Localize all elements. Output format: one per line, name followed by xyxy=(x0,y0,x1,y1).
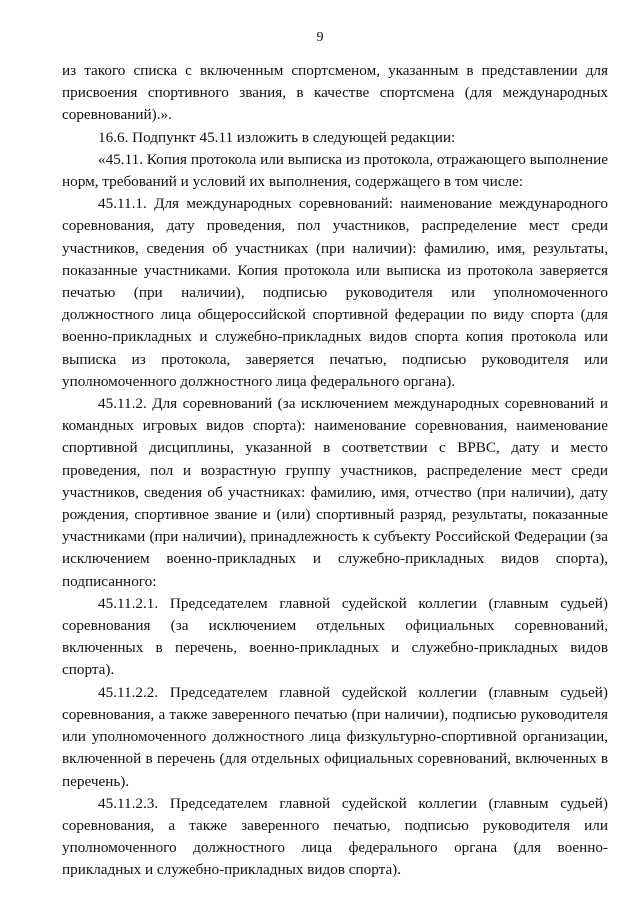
paragraph-45-11-2: 45.11.2. Для соревнований (за исключением международных соревнований и командных игровых видов спорта): наименование соревнования, наименование спортивной дисциплины, указанной в соответствии с ВРВС, дату и место проведения, пол и возрастную группу участников, распределение мест среди участников, сведения об участниках: фамилию, имя, отчество (при наличии), дату рождения, спортивное звание и (или) спортивный разряд, результаты, показанные участниками (при наличии), принадлежность к субъекту Российской Федерации (за исключением военно-прикладных и служебно-прикладных видов спорта), подписанного: xyxy=(62,395,608,590)
paragraph-45-11: «45.11. Копия протокола или выписка из протокола, отражающего выполнение норм, требований и условий их выполнения, содержащего в том числе: xyxy=(62,150,608,191)
paragraph-45-11-2-3: 45.11.2.3. Председателем главной судейской коллегии (главным судьей) соревнования, а также заверенного печатью, подписью руководителя или уполномоченного должностного лица федерального органа (для военно-прикладных и служебно-прикладных видов спорта). xyxy=(62,794,608,879)
document-body xyxy=(62,60,608,882)
page-number: 9 xyxy=(316,30,324,45)
paragraph-16-6: 16.6. Подпункт 45.11 изложить в следующей редакции: xyxy=(98,128,456,146)
paragraph-45-11-2-1: 45.11.2.1. Председателем главной судейской коллегии (главным судьей) соревнования (за исключением отдельных официальных соревнований, включенных в перечень, военно-прикладных и служебно-прикладных видов спорта). xyxy=(62,594,608,679)
paragraph-45-11-2-2: 45.11.2.2. Председателем главной судейской коллегии (главным судьей) соревнования, а также заверенного печатью (при наличии), подписью руководителя или уполномоченного должностного лица физкультурно-спортивной организации, включенной в перечень (для отдельных официальных соревнований, включенных в перечень). xyxy=(62,683,608,790)
paragraph-continuation: из такого списка с включенным спортсменом, указанным в представлении для присвоения спортивного звания, в качестве спортсмена (для международных соревнований).». xyxy=(62,62,608,124)
paragraph-45-11-1: 45.11.1. Для международных соревнований: наименование международного соревнования, дату проведения, пол участников, распределение мест среди участников, сведения об участниках (при наличии): фамилию, имя, результаты, показанные участниками. Копия протокола или выписка из протокола заверяется печатью (при наличии), подписью руководителя или уполномоченного должностного лица общероссийской спортивной федерации по виду спорта (для военно-прикладных и служебно-прикладных видов спорта копия протокола или выписка из протокола, заверяется печатью, подписью руководителя или уполномоченного должностного лица федерального органа). xyxy=(62,195,608,390)
